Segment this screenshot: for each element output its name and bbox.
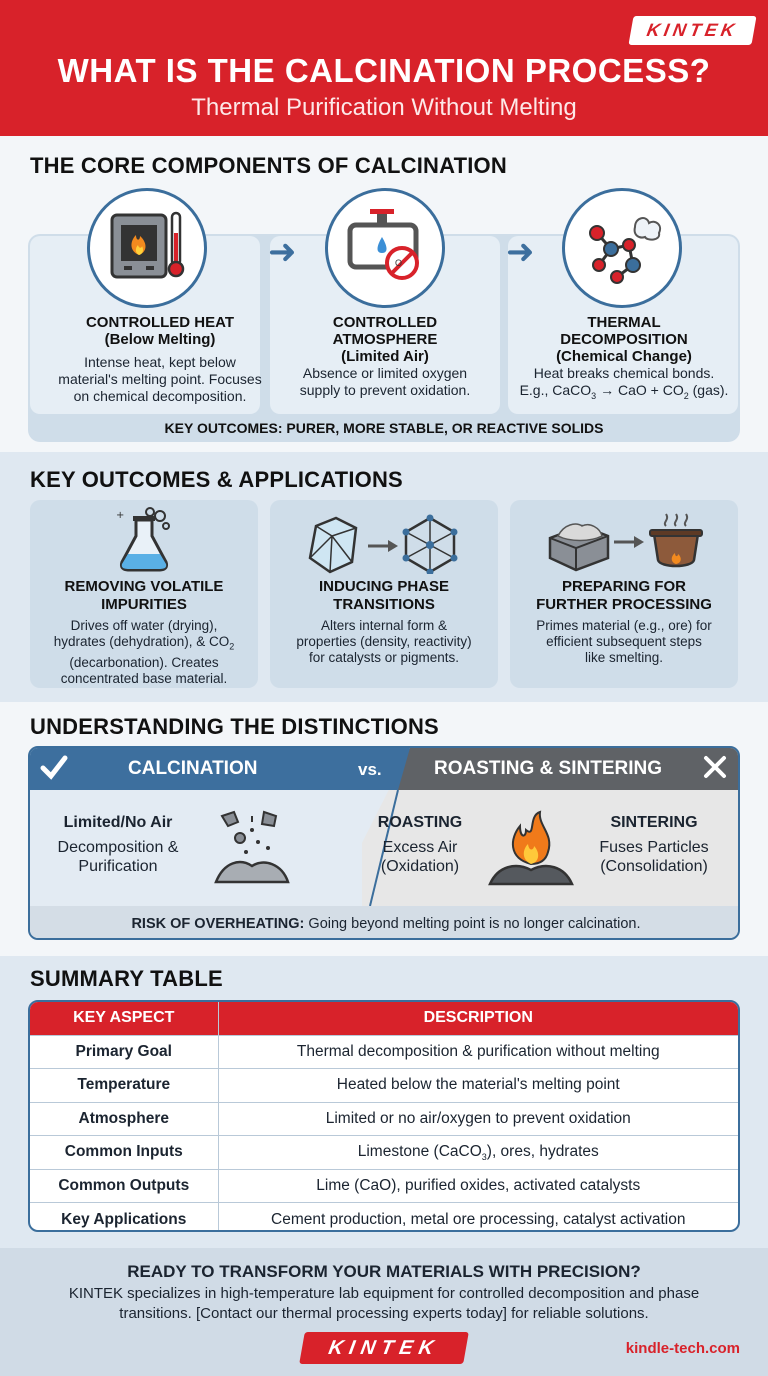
vs-label: vs. bbox=[358, 760, 382, 779]
sintering-desc: Fuses Particles bbox=[599, 839, 709, 856]
core-label: DECOMPOSITION bbox=[560, 331, 688, 348]
eq-sub: 3 bbox=[591, 390, 597, 401]
core-label-sub: (Chemical Change) bbox=[556, 348, 692, 365]
desc-part: hydrates (dehydration), & CO bbox=[53, 634, 230, 649]
arrow-right-icon: ➜ bbox=[268, 233, 297, 271]
furnace-icon bbox=[87, 188, 207, 308]
table-cell-description: Cement production, metal ore processing, catalyst activation bbox=[218, 1203, 738, 1233]
table-row bbox=[30, 1169, 738, 1203]
desc-sub: 2 bbox=[229, 641, 235, 652]
roasting-desc: Excess Air bbox=[382, 839, 458, 856]
cell-part: ), ores, hydrates bbox=[486, 1142, 599, 1160]
cell-part: Limestone (CaCO bbox=[357, 1142, 482, 1160]
flame-pile-icon bbox=[488, 808, 574, 893]
svg-text:O: O bbox=[395, 258, 403, 268]
core-label-sub: (Below Melting) bbox=[104, 331, 216, 348]
footer-cta-heading: READY TO TRANSFORM YOUR MATERIALS WITH PRECISION? bbox=[127, 1262, 641, 1281]
table-cell-aspect: Atmosphere bbox=[30, 1102, 218, 1136]
table-row bbox=[30, 1102, 738, 1136]
outcome-label: FURTHER PROCESSING bbox=[536, 596, 712, 613]
sintering-desc: (Consolidation) bbox=[600, 858, 708, 875]
outcome-desc-line: Alters internal form & bbox=[320, 618, 448, 633]
table-row bbox=[30, 1203, 738, 1233]
page-title: WHAT IS THE CALCINATION PROCESS? bbox=[57, 52, 711, 89]
outcome-desc-line: properties (density, reactivity) bbox=[296, 634, 472, 649]
core-desc-line: Absence or limited oxygen bbox=[302, 365, 468, 381]
page-subtitle: Thermal Purification Without Melting bbox=[191, 94, 577, 121]
summary-table bbox=[28, 1000, 740, 1232]
table-row bbox=[30, 1069, 738, 1103]
outcome-desc-line: like smelting. bbox=[584, 650, 664, 665]
core-desc-line: on chemical decomposition. bbox=[73, 388, 247, 404]
powder-pile-icon bbox=[212, 808, 292, 893]
kintek-logo[interactable]: KINTEK bbox=[628, 16, 756, 45]
table-cell-description: Heated below the material's melting point bbox=[218, 1069, 738, 1103]
core-outcome-bar: KEY OUTCOMES: PURER, MORE STABLE, OR REACTIVE SOLIDS bbox=[164, 420, 604, 436]
table-header-row bbox=[30, 1002, 738, 1035]
core-desc-line: Intense heat, kept below bbox=[84, 354, 236, 370]
limited-air-pipe-icon bbox=[325, 188, 445, 308]
core-section-title: THE CORE COMPONENTS OF CALCINATION bbox=[30, 153, 507, 178]
eq-part: (gas). bbox=[688, 382, 729, 398]
table-cell-aspect: Common Outputs bbox=[30, 1169, 218, 1203]
footer bbox=[0, 1248, 768, 1376]
table-cell-aspect: Temperature bbox=[30, 1069, 218, 1103]
molecule-icon bbox=[562, 188, 682, 308]
eq-sub: 2 bbox=[683, 390, 689, 401]
outcome-desc-line: Drives off water (drying), bbox=[70, 618, 218, 633]
website-link[interactable]: kindle-tech.com bbox=[625, 1340, 740, 1357]
table-cell-description: Lime (CaO), purified oxides, activated catalysts bbox=[218, 1169, 738, 1203]
risk-text: Going beyond melting point is no longer calcination. bbox=[304, 916, 641, 932]
footer-text: KINTEK specializes in high-temperature lab equipment for controlled decomposition and phase bbox=[68, 1285, 700, 1302]
core-label-sub: (Limited Air) bbox=[341, 348, 429, 365]
outcome-desc-line: Primes material (e.g., ore) for bbox=[536, 618, 712, 633]
outcome-desc-line: (decarbonation). Creates bbox=[69, 654, 219, 670]
risk-bar bbox=[30, 906, 740, 940]
core-label: CONTROLLED bbox=[332, 314, 438, 331]
table-cell-aspect: Key Applications bbox=[30, 1203, 218, 1233]
core-desc-line: supply to prevent oxidation. bbox=[299, 382, 471, 398]
risk-label: RISK OF OVERHEATING: bbox=[131, 916, 305, 932]
cell-sub: 3 bbox=[481, 1151, 487, 1162]
kintek-footer-logo[interactable]: KINTEK bbox=[299, 1332, 469, 1364]
table-cell-aspect: Common Inputs bbox=[30, 1136, 218, 1170]
core-label: CONTROLLED HEAT bbox=[85, 314, 235, 331]
outcome-desc-line: for catalysts or pigments. bbox=[308, 650, 460, 665]
table-cell-description: Thermal decomposition & purification without melting bbox=[218, 1035, 738, 1069]
ore-to-crucible-icon bbox=[546, 512, 706, 579]
table-row bbox=[30, 1035, 738, 1069]
distinctions-section-title: UNDERSTANDING THE DISTINCTIONS bbox=[30, 714, 439, 739]
outcome-label: REMOVING VOLATILE bbox=[64, 578, 224, 595]
core-desc-equation bbox=[508, 382, 740, 405]
roasting-desc: (Oxidation) bbox=[380, 858, 460, 875]
outcome-desc-line bbox=[30, 634, 258, 655]
outcomes-section-title: KEY OUTCOMES & APPLICATIONS bbox=[30, 467, 403, 492]
close-x-icon bbox=[702, 754, 728, 785]
outcome-desc-line: concentrated base material. bbox=[60, 670, 228, 686]
flask-icon bbox=[114, 506, 174, 577]
roasting-label: ROASTING bbox=[377, 814, 463, 831]
table-cell-description bbox=[218, 1136, 738, 1170]
outcome-label: TRANSITIONS bbox=[333, 596, 435, 613]
table-cell-aspect: Primary Goal bbox=[30, 1035, 218, 1069]
svg-text:+: + bbox=[116, 510, 125, 521]
core-label: THERMAL bbox=[587, 314, 661, 331]
table-row bbox=[30, 1136, 738, 1170]
summary-section-title: SUMMARY TABLE bbox=[30, 966, 223, 991]
footer-text[interactable]: transitions. [Contact our thermal processing experts today] for reliable solutions. bbox=[119, 1305, 649, 1322]
header-banner bbox=[0, 0, 768, 136]
core-desc-line: material's melting point. Focuses bbox=[58, 371, 262, 387]
checkmark-icon bbox=[40, 754, 68, 785]
eq-part: E.g., CaCO bbox=[519, 382, 592, 398]
arrow-right-icon: ➜ bbox=[506, 233, 535, 271]
column-header-description: DESCRIPTION bbox=[218, 1002, 738, 1035]
core-desc-line: Heat breaks chemical bonds. bbox=[533, 365, 715, 381]
table-cell-description: Limited or no air/oxygen to prevent oxidation bbox=[218, 1102, 738, 1136]
calcination-desc: Decomposition & bbox=[57, 839, 179, 856]
crystal-transition-icon bbox=[302, 514, 466, 579]
calcination-header: CALCINATION bbox=[128, 758, 258, 779]
eq-part: → CaO + CO bbox=[596, 382, 684, 398]
sintering-label: SINTERING bbox=[610, 814, 698, 831]
outcome-label: IMPURITIES bbox=[101, 596, 187, 613]
calcination-air-label: Limited/No Air bbox=[63, 814, 173, 831]
column-header-aspect: KEY ASPECT bbox=[30, 1002, 218, 1035]
outcome-label: PREPARING FOR bbox=[562, 578, 686, 595]
outcome-desc-line: efficient subsequent steps bbox=[546, 634, 702, 649]
core-label: ATMOSPHERE bbox=[332, 331, 438, 348]
outcome-label: INDUCING PHASE bbox=[318, 578, 449, 595]
roasting-sintering-header: ROASTING & SINTERING bbox=[434, 758, 663, 779]
calcination-desc: Purification bbox=[78, 858, 158, 875]
